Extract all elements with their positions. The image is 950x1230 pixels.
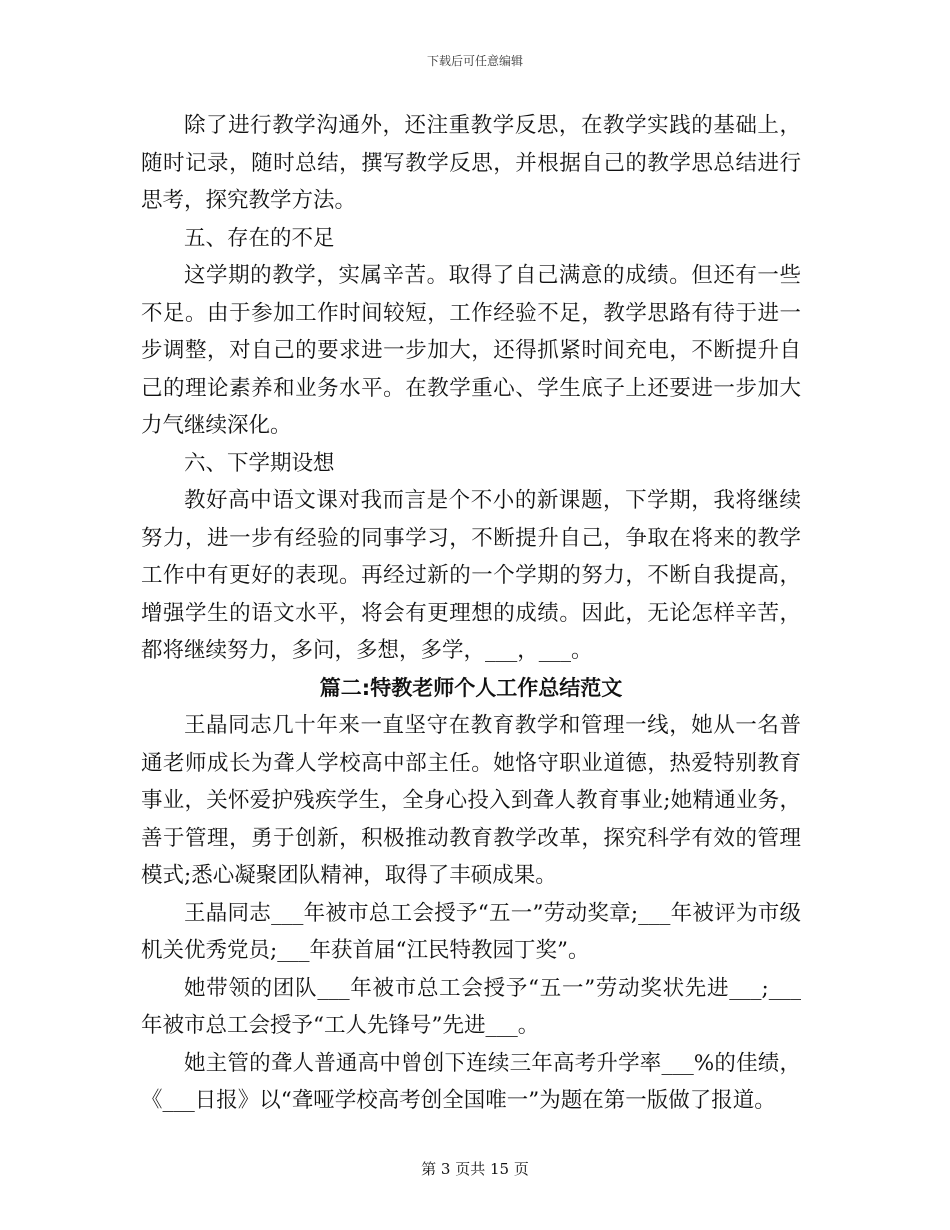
article-title-part-two: 篇二:特教老师个人工作总结范文	[319, 675, 623, 700]
document-body	[141, 107, 801, 1120]
paragraph-team-awards: 她带领的团队___年被市总工会授予“五一”劳动奖状先进___;___年被市总工会授予“工人先锋号”先进___。	[141, 975, 801, 1038]
paragraph-exam-results: 她主管的聋人普通高中曾创下连续三年高考升学率___%的佳绩，《___日报》以“聋哑学校高考创全国唯一”为题在第一版做了报道。	[141, 1050, 801, 1113]
page-header: 下载后可任意编辑	[426, 54, 523, 68]
paragraph-wang-jing-intro: 王晶同志几十年来一直坚守在教育教学和管理一线，她从一名普通老师成长为聋人学校高中部主任。她恪守职业道德，热爱特别教育事业，关怀爱护残疾学生，全身心投入到聋人教育事业;她精通业务，善于管理，勇于创新，积极推动教育教学改革，探究科学有效的管理模式;悉心凝聚团队精神，取得了丰硕成果。	[141, 713, 801, 888]
section-heading-shortcomings: 五、存在的不足	[184, 225, 335, 251]
paragraph-teaching-reflection: 除了进行教学沟通外，还注重教学反思，在教学实践的基础上，随时记录，随时总结，撰写教学反思，并根据自己的教学思总结进行思考，探究教学方法。	[141, 113, 801, 213]
page-number: 第 3 页共 15 页	[421, 1160, 529, 1178]
paragraph-awards: 王晶同志___年被市总工会授予“五一”劳动奖章;___年被评为市级机关优秀党员;___年获首届“江民特教园丁奖”。	[141, 900, 801, 963]
section-heading-next-semester: 六、下学期设想	[184, 450, 335, 476]
paragraph-next-semester: 教好高中语文课对我而言是个不小的新课题，下学期，我将继续努力，进一步有经验的同事学习，不断提升自己，争取在将来的教学工作中有更好的表现。再经过新的一个学期的努力，不断自我提高，增强学生的语文水平，将会有更理想的成绩。因此，无论怎样辛苦，都将继续努力，多问，多想，多学，___，___。	[141, 488, 801, 663]
paragraph-shortcomings: 这学期的教学，实属辛苦。取得了自己满意的成绩。但还有一些不足。由于参加工作时间较短，工作经验不足，教学思路有待于进一步调整，对自己的要求进一步加大，还得抓紧时间充电，不断提升自己的理论素养和业务水平。在教学重心、学生底子上还要进一步加大力气继续深化。	[141, 263, 801, 438]
